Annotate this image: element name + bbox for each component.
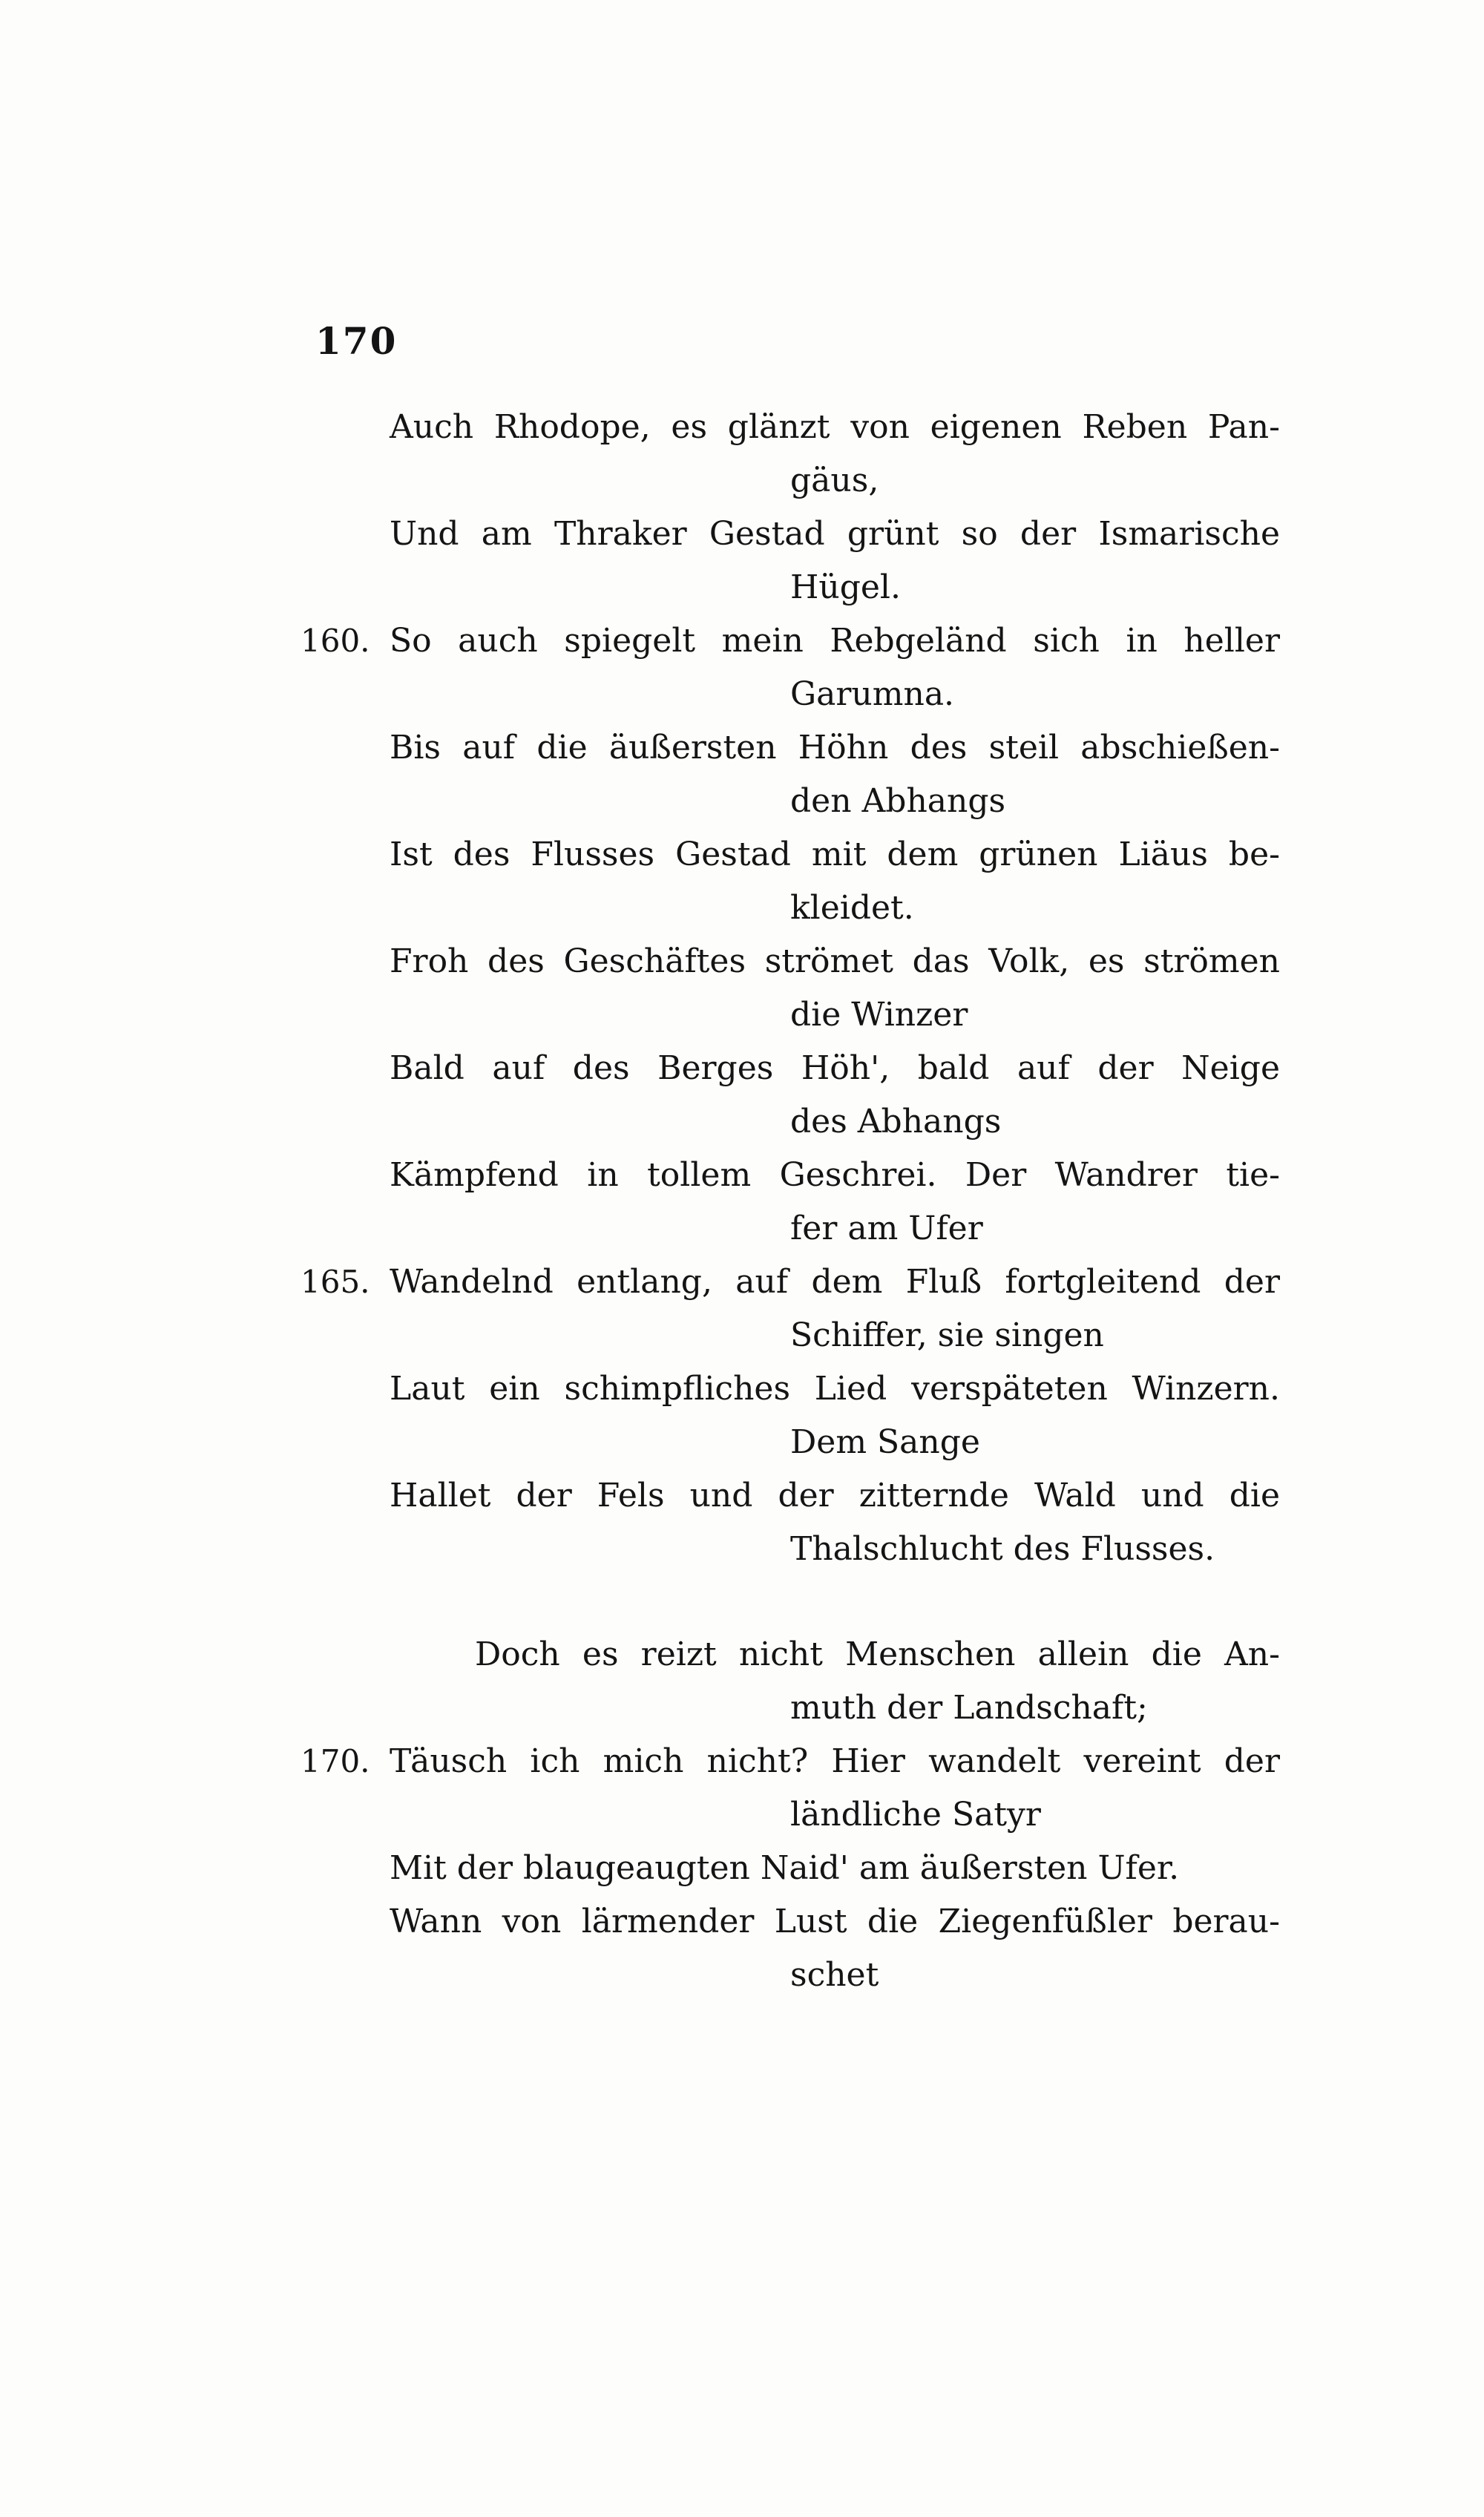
verse-continuation-line [0,668,1484,721]
verse-line [0,1042,1484,1095]
line-number: 170. [301,1743,370,1779]
verse-continuation: ländliche Satyr [790,1796,1041,1834]
verse-line [0,401,1484,454]
verse-continuation: die Winzer [790,996,968,1034]
verse-continuation-line [0,1949,1484,2002]
verse-text: Auch Rhodope, es glänzt von eigenen Reben Pan- [390,408,1280,446]
verse-continuation: schet [790,1956,879,1994]
verse-continuation-line [0,882,1484,935]
verse-continuation-line [0,1202,1484,1256]
verse-text: Hallet der Fels und der zitternde Wald und die [390,1477,1280,1515]
verse-text: Laut ein schimpfliches Lied verspäteten Winzern. [390,1370,1280,1408]
verse-line [0,1149,1484,1202]
verse-line [0,1842,1484,1895]
verse-continuation: Hügel. [790,568,901,606]
verse-text: Bald auf des Berges Höh', bald auf der Neige [390,1049,1280,1087]
verse-continuation: fer am Ufer [790,1210,983,1247]
verse-line [0,721,1484,775]
verse-continuation-line [0,775,1484,828]
verse-continuation: des Abhangs [790,1103,1002,1141]
stanza-gap [0,1576,1484,1628]
verse-text: Bis auf die äußersten Höhn des steil abschießen- [390,729,1280,767]
verse-line [0,1256,1484,1309]
verse-text: Wandelnd entlang, auf dem Fluß fortgleitend der [390,1263,1280,1301]
verse-continuation: kleidet. [790,889,914,927]
verse-line [0,614,1484,668]
verse-line [0,1469,1484,1523]
verse-continuation-line [0,454,1484,508]
verse-continuation-line [0,1523,1484,1576]
verse-text: Doch es reizt nicht Menschen allein die An- [475,1635,1280,1673]
verse-continuation: Garumna. [790,675,955,713]
verse-continuation: gäus, [790,462,879,499]
verse-continuation: den Abhangs [790,782,1006,820]
verse-continuation-line [0,1309,1484,1362]
verse-line [0,1895,1484,1949]
verse-text: So auch spiegelt mein Rebgeländ sich in heller [390,622,1280,660]
verse-continuation-line [0,1095,1484,1149]
verse-continuation: Dem Sange [790,1423,980,1461]
verse-text: Ist des Flusses Gestad mit dem grünen Liäus be- [390,836,1280,873]
verse-text: Wann von lärmender Lust die Ziegenfüßler berau- [390,1903,1280,1940]
verse-text: Täusch ich mich nicht? Hier wandelt vereint der [390,1742,1280,1780]
verse-line [0,828,1484,882]
verse-continuation-line [0,1416,1484,1469]
verse-text: Froh des Geschäftes strömet das Volk, es strömen [390,942,1280,980]
verse-text: Mit der blaugeaugten Naid' am äußersten Ufer. [390,1849,1180,1887]
verse-text: Und am Thraker Gestad grünt so der Ismarische [390,515,1280,553]
verse-line [0,508,1484,561]
line-number: 160. [301,623,370,659]
verse-continuation: muth der Landschaft; [790,1689,1148,1727]
verse-continuation-line [0,1681,1484,1735]
verse-line [0,1735,1484,1788]
line-number: 165. [301,1264,370,1300]
verse-block [0,401,1484,2002]
verse-continuation-line [0,1788,1484,1842]
verse-continuation-line [0,561,1484,614]
verse-line [0,935,1484,988]
page-number: 170 [315,319,398,363]
verse-continuation-line [0,988,1484,1042]
verse-line [0,1362,1484,1416]
verse-text: Kämpfend in tollem Geschrei. Der Wandrer tie- [390,1156,1280,1194]
verse-continuation: Schiffer, sie singen [790,1316,1104,1354]
verse-line [0,1628,1484,1681]
verse-continuation: Thalschlucht des Flusses. [790,1530,1215,1568]
